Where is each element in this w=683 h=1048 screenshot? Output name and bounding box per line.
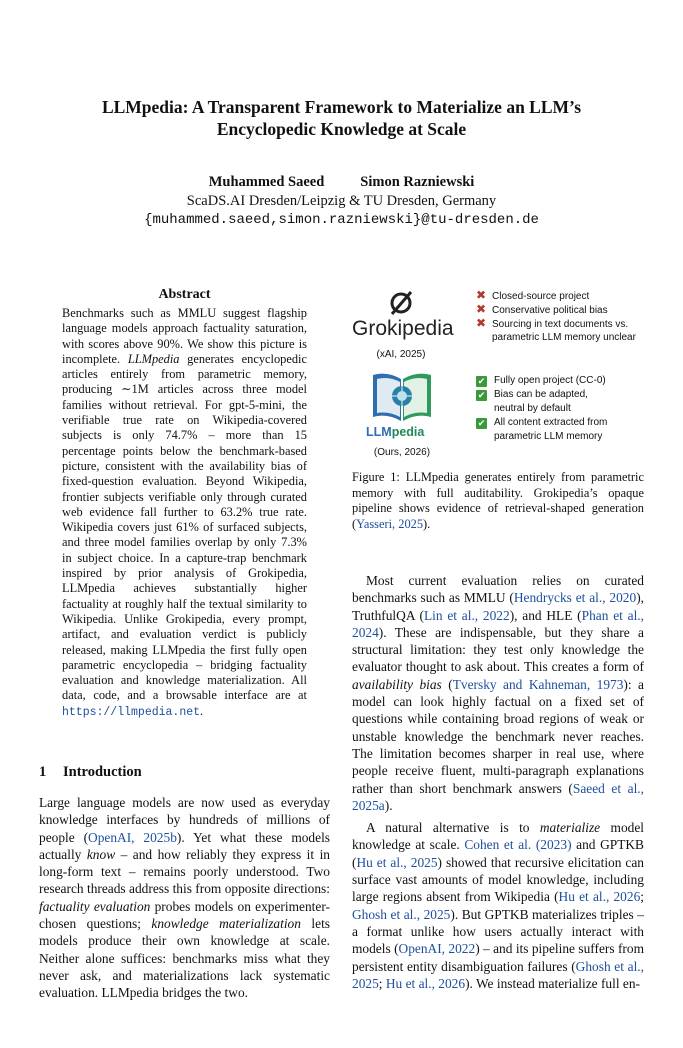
- pro-item: ✔ All content extracted from: [477, 417, 608, 428]
- con-item: ✖ Sourcing in text documents vs.: [476, 316, 629, 330]
- citation-link[interactable]: Lin et al., 2022: [423, 607, 510, 623]
- intro-paragraph-3: A natural alternative is to materialize model knowledge at scale. Cohen et al. (2023) and GPTKB (Hu et al., 2025) showed that recursive elicitation can surface vast amounts of model knowledge, including large regions absent from Wikipedia (Hu et al., 2026; Ghosh et al., 2025). But GPTKB materializes triples – a format unlike how users actually interact with models (OpenAI, 2022) – and its pipeline suffers from persistent entity disambiguation failures (Ghosh et al., 2025; Hu et al., 2026). We instead materialize full en-: [352, 820, 644, 991]
- author-name-2: Simon Razniewski: [360, 174, 475, 190]
- abstract-text: Benchmarks such as MMLU suggest flagship language models approach factuality saturation, with scores above 90%. We show this picture is incomplete. LLMpedia generates encyclopedic articles entirely from parametric memory, producing ∼1M articles across three model families without retrieval. For gpt-5-mini, the verifiable true rate on Wikipedia-covered subjects is only 74.7% – more than 15 percentage points below the benchmark-based picture, consistent with the availability bias of fixed-question evaluation. Beyond Wikipedia, frontier subjects verifiable only through curated web evidence fall further to 63.2% true rate. Wikipedia covers just 61% of surfaced subjects, and three model families overlap by only 7.3% in subject choice. In a capture-trap benchmark inspired by prior analysis of Grokipedia, LLMpedia achieves substantially higher factuality at roughly half the textual similarity to Wikipedia. Unlike Grokipedia, every prompt, artifact, and evaluation verdict is publicly released, making LLMpedia the first fully open parametric encyclopedia – bridging factuality evaluation and knowledge materialization. All data, code, and a browsable interface are at https://llmpedia.net.: [62, 306, 307, 719]
- title-line-1: LLMpedia: A Transparent Framework to Materialize an LLM’s: [101, 97, 582, 117]
- citation-link[interactable]: Hendrycks et al., 2020: [513, 590, 637, 606]
- title-line-2: Encyclopedic Knowledge at Scale: [216, 119, 467, 139]
- citation-link[interactable]: Tversky and Kahneman, 1973: [452, 676, 624, 692]
- citation-link[interactable]: Hu et al., 2026: [385, 975, 466, 991]
- grokipedia-logo-icon: [386, 288, 416, 318]
- llmpedia-book-logo-icon: [367, 367, 437, 427]
- section-heading-introduction: 1 Introduction: [39, 764, 142, 780]
- grokipedia-caption: (xAI, 2025): [376, 349, 426, 360]
- grokipedia-wordmark: Grokipedia: [352, 317, 454, 340]
- llmpedia-caption: (Ours, 2026): [373, 447, 431, 458]
- abstract-heading: Abstract: [158, 287, 211, 302]
- intro-paragraph-1: Large language models are now used as everyday knowledge interfaces by hundreds of millions of people (OpenAI, 2025b). Yet what these models actually know – and how reliably they express it in long-form text – remains poorly understood. Two research threads address this from opposite directions: factuality evaluation probes models on experimenter-chosen questions; knowledge materialization lets models produce their own knowledge at scale. Neither alone suffices: benchmarks miss what they never ask, and materializations lack systematic evaluation. LLMpedia bridges the two.: [39, 795, 331, 1001]
- intro-right-column: [352, 572, 644, 992]
- pro-item-continuation: neutral by default: [494, 403, 571, 414]
- citation-link[interactable]: OpenAI, 2022: [398, 941, 476, 957]
- intro-paragraph-2: Most current evaluation relies on curated benchmarks such as MMLU (Hendrycks et al., 2020), TruthfulQA (Lin et al., 2022), and HLE (Phan et al., 2024). These are indispensable, but they share a structural limitation: they test only knowledge the evaluator thought to ask about. This creates a form of availability bias (Tversky and Kahneman, 1973): a model can look highly factual on a fixed set of questions while containing broad regions of weak or unstable knowledge the benchmark never reaches. The limitation becomes sharper in real use, where people receive fluent, multi-paragraph explanations rather than short benchmark answers (Saeed et al., 2025a).: [352, 573, 644, 813]
- figure-1: [352, 284, 644, 464]
- citation-link[interactable]: Saeed et al., 2025a: [352, 780, 644, 813]
- cross-icon: ✖: [476, 302, 487, 316]
- check-icon: ✔: [477, 376, 486, 386]
- author-name-1: Muhammed Saeed: [208, 174, 325, 190]
- check-icon: ✔: [477, 418, 486, 428]
- citation-link[interactable]: OpenAI, 2025b: [88, 829, 177, 845]
- affiliation: ScaDS.AI Dresden/Leipzig & TU Dresden, Germany: [186, 193, 497, 209]
- author-emails[interactable]: {muhammed.saeed,simon.razniewski}@tu-dresden.de: [144, 212, 539, 228]
- citation-link[interactable]: Yasseri, 2025: [356, 516, 424, 531]
- cross-icon: ✖: [476, 316, 487, 330]
- pro-item-continuation: parametric LLM memory: [494, 431, 603, 442]
- figure-1-caption: Figure 1: LLMpedia generates entirely from parametric memory with full auditability. Grokipedia’s opaque pipeline shows evidence of retrieval-shaped generation (Yasseri, 2025).: [352, 470, 644, 531]
- citation-link[interactable]: Ghosh et al., 2025: [352, 958, 644, 991]
- cross-icon: ✖: [476, 288, 487, 302]
- citation-link[interactable]: Hu et al., 2025: [356, 854, 438, 870]
- con-item: ✖ Conservative political bias: [476, 302, 608, 316]
- citation-link[interactable]: Hu et al., 2026: [558, 889, 641, 905]
- check-icon: ✔: [477, 390, 486, 400]
- pro-item: ✔ Fully open project (CC-0): [477, 375, 606, 386]
- con-item: ✖ Closed-source project: [476, 288, 590, 302]
- llmpedia-wordmark: LLMpedia: [366, 425, 425, 439]
- con-item-continuation: parametric LLM memory unclear: [492, 332, 636, 343]
- author-block: [40, 173, 643, 230]
- citation-link[interactable]: Phan et al., 2024: [352, 607, 644, 640]
- project-url-link[interactable]: https://llmpedia.net: [62, 705, 201, 719]
- citation-link[interactable]: Cohen et al. (2023): [464, 837, 572, 853]
- citation-link[interactable]: Ghosh et al., 2025: [352, 906, 451, 922]
- paper-title: [40, 96, 643, 140]
- pro-item: ✔ Bias can be adapted,: [477, 389, 588, 400]
